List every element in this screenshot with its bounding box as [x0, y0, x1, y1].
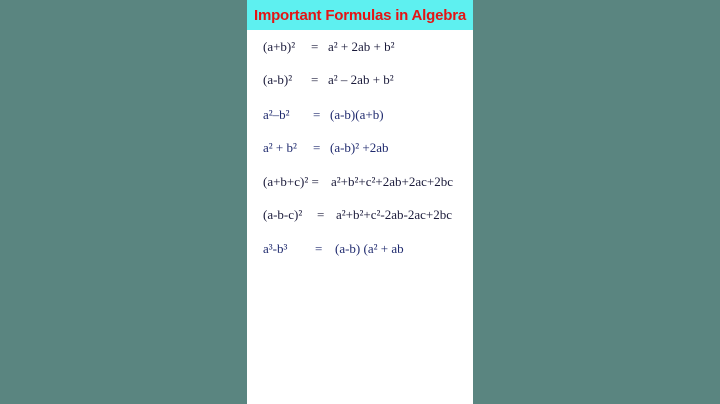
formula-card — [247, 0, 473, 404]
page-title: Important Formulas in Algebra — [253, 6, 466, 24]
formula-lhs: (a+b+c)² = — [263, 174, 319, 189]
formula-row — [247, 237, 473, 261]
formula-rhs: (a-b) (a² + ab — [335, 241, 404, 256]
formula-rhs: (a-b)(a+b) — [330, 107, 384, 122]
formula-equals: = — [313, 107, 321, 122]
reveal-fade — [407, 237, 419, 261]
formula-lhs: a³-b³ — [263, 241, 288, 256]
formula-row — [247, 35, 473, 59]
formula-rhs: a²+b²+c²-2ab-2ac+2bc — [336, 207, 452, 222]
formula-equals: = — [313, 140, 321, 155]
formula-row — [247, 68, 473, 92]
formula-row — [247, 103, 473, 127]
formula-lhs: (a+b)² — [263, 39, 296, 54]
formula-rhs: a²+b²+c²+2ab+2ac+2bc — [331, 174, 453, 189]
formula-lhs: (a-b-c)² — [263, 207, 303, 222]
formula-row — [247, 203, 473, 227]
formula-equals: = — [311, 72, 319, 87]
formula-rhs: a² – 2ab + b² — [328, 72, 394, 87]
formula-lhs: (a-b)² — [263, 72, 293, 87]
formula-row — [247, 170, 473, 194]
formula-row — [247, 136, 473, 160]
formula-equals: = — [315, 241, 323, 256]
formula-lhs: a² + b² — [263, 140, 297, 155]
formula-equals: = — [317, 207, 325, 222]
formula-lhs: a²–b² — [263, 107, 290, 122]
title-bar — [247, 0, 473, 30]
formula-equals: = — [311, 39, 319, 54]
formula-rhs: a² + 2ab + b² — [328, 39, 395, 54]
formula-rhs: (a-b)² +2ab — [330, 140, 389, 155]
